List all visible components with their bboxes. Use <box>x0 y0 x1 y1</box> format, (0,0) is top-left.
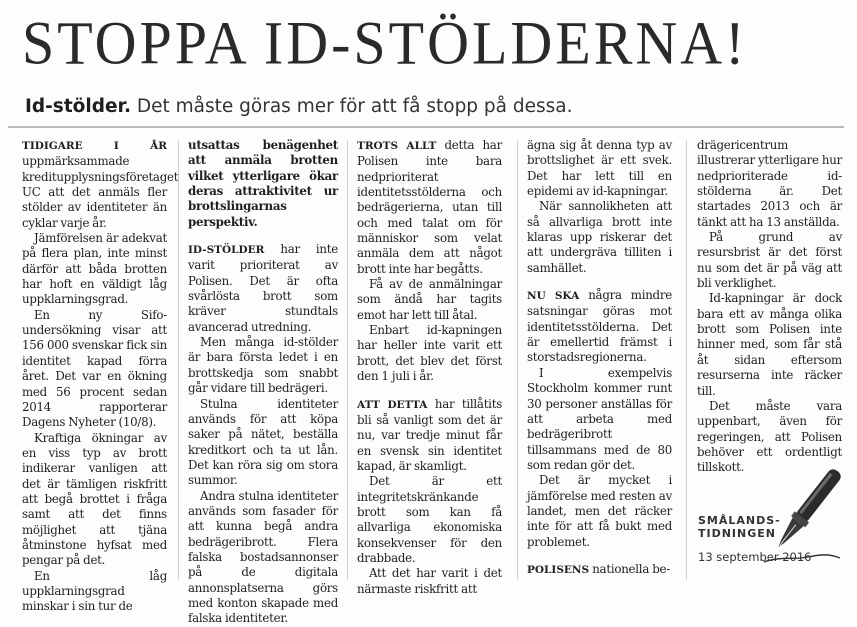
paragraph: Id-kapningar är dock bara ett av många olika brott som Polisen inte hinner med, som får stå åt sidan eftersom resurserna inte räcker till. <box>697 291 842 398</box>
column-divider <box>347 140 348 580</box>
paragraph: Det måste vara uppenbart, även för regeringen, att Polisen behöver ett ordentligt tillskott. <box>697 398 842 475</box>
paragraph: Stulna identiteter används för att köpa saker på nätet, beställa kreditkort och ta ut lån. Det kan röra sig om stora summor. <box>188 396 338 488</box>
column-divider <box>178 140 179 580</box>
paragraph: utsattas benägenhet att anmäla brotten vilket ytterligare ökar deras attraktivitet ur brottslingarnas perspektiv. <box>188 138 338 229</box>
paragraph: Det är ett integritetskränkande brott som kan få allvarliga ekonomiska konsekvenser för den drabbade. <box>357 474 502 565</box>
paragraph: Det är mycket i jämförelse med resten av landet, men det räcker inte för att få bukt med problemet. <box>527 473 672 549</box>
section-opener: TIDIGARE I ÅR <box>22 140 167 152</box>
column-5 <box>697 138 842 498</box>
paragraph: I exempelvis Stockholm kommer runt 30 personer anställas för att arbeta med bedrägeribrott tillsammans med de 80 som redan gör det. <box>527 365 672 472</box>
paragraph: Att det har varit i det närmaste riskfritt att <box>357 566 502 596</box>
dateline: 13 september 2016 <box>698 550 812 564</box>
lead-text: Det måste göras mer för att få stopp på dessa. <box>131 96 573 117</box>
lead-label: Id-stölder. <box>25 96 132 117</box>
column-3 <box>357 138 503 596</box>
column-2 <box>188 138 338 626</box>
paragraph-text: uppmärksammade kreditupplysningsföretaget UC att det anmäls fler stölder av identiteter än cyklar varje år. <box>22 154 179 230</box>
paragraph: När sannolikheten att så allvarliga brott inte klaras upp riskerar det att undergräva tilliten i samhället. <box>527 199 672 275</box>
headline: STOPPA ID-STÖLDERNA! <box>22 8 748 78</box>
paragraph-text: har tillåtits bli så vanligt som det är nu, var tredje minut får en svensk sin identitet kapad, är skamligt. <box>357 396 503 473</box>
paragraph: ägna sig åt denna typ av brottslighet är ett svek. Det har lett till en epidemi av id-kapningar. <box>527 138 672 199</box>
section-opener: NU SKA <box>527 290 580 303</box>
paragraph: drägericentrum illustrerar ytterligare hur nedprioriterade id-stölderna är. Det startades 2013 och är tänkt att ha 13 anställda. <box>697 138 842 229</box>
paragraph <box>527 562 672 578</box>
column-4 <box>527 138 672 578</box>
paragraph: Kraftiga ökningar av en viss typ av brott indikerar vanligen att det är tämligen riskfritt att begå brottet i fråga samt att det finns möjlighet att tjäna åtminstone hyfsat med pengar på det. <box>22 430 167 568</box>
paragraph-text: några mindre satsningar göras mot identitetsstölderna. Det är emellertid främst i storstadsregionerna. <box>527 288 672 365</box>
section-opener: ATT DETTA <box>357 398 428 411</box>
paragraph: En låg uppklarningsgrad minskar i sin tur de <box>22 568 167 614</box>
signature-line: TIDNINGEN <box>698 527 776 540</box>
paragraph: Jämförelsen är adekvat på flera plan, inte minst därför att båda brotten har hoft en väldigt låg uppklarningsgrad. <box>22 231 167 307</box>
column-divider <box>517 140 518 580</box>
paragraph: En ny Sifo-undersökning visar att 156 000 svenskar fick sin identitet kapad förra året. Det var en ökning med 56 procent sedan 2014 rapporterar Dagens Nyheter (10/8). <box>22 307 167 430</box>
paragraph-text: har inte varit prioriterat av Polisen. Det är ofta svårlösta brott som kräver stundtals avancerad utredning. <box>188 242 338 334</box>
paragraph: Andra stulna identiteter används som fasader för att kunna begå andra bedrägeribrott. Flera falska bostadsannonser på de digitala annonsplatserna görs med konton skapade med falska identiteter. <box>188 488 338 626</box>
paragraph-text: nationella be- <box>589 561 670 576</box>
fountain-pen-icon <box>760 458 850 568</box>
paragraph: Men många id-stölder är bara första ledet i en brottskedja som snabbt går vidare till bedrägeri. <box>188 335 338 396</box>
section-opener: TROTS ALLT <box>357 140 437 152</box>
lead <box>25 92 825 122</box>
paragraph: Enbart id-kapningen har heller inte varit ett brott, det blev det först den 1 juli i år. <box>357 323 502 384</box>
section-opener: ID-STÖLDER <box>188 244 265 257</box>
paragraph <box>357 138 502 277</box>
header-divider <box>8 126 844 128</box>
column-divider <box>686 140 687 580</box>
signature-line: SMÅLANDS- <box>698 514 781 527</box>
paragraph: Få av de anmälningar som ändå har tagits emot har lett till åtal. <box>357 277 502 322</box>
paragraph <box>357 397 502 475</box>
section-opener: POLISENS <box>527 563 590 576</box>
paragraph <box>188 242 338 335</box>
paragraph-text: detta har Polisen inte bara nedprioriterat identitetsstölderna och bedrägerierna, utan till och med talat om för människor som velat anmäla dem att något brott inte har begåtts. <box>357 138 502 276</box>
paragraph <box>527 288 672 366</box>
column-1 <box>22 138 179 614</box>
paragraph: På grund av resursbrist är det först nu som det är på väg att bli verklighet. <box>697 230 842 291</box>
paragraph <box>22 138 179 231</box>
